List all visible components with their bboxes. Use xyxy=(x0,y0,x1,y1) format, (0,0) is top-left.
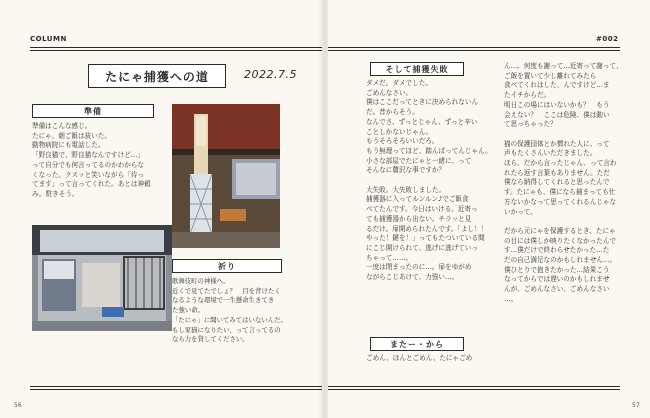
top-rule xyxy=(328,47,620,48)
right-page xyxy=(328,0,650,418)
capture-failed-text: ダメだ。ダメでした。 ごめんなさい。 僕はここだってときに決められないん だ。昔からそう。 なんでさ、ずっとじゃん、ずっと辛い ことしかないじゃん。 もうそろそろいいだろ。 もう無理ってほど、踏んばってんじゃん。 小さな部屋でたにゃと一緒に、って そんなに贅沢な事ですか？ 大失敗。大失敗しました。 捕獲器に入ってルンルン♪でご飯食 べてたんです。今日はいける。近寄っ ても捕獲器から出ない。チラッと見 るだけ。扉開められたんです。「よし！！ やった！鍵を！」ってもたついている間 にこじ開けられて、逃げに逃げていっ ちゃって……。 一度は閉まったのに…。扉をゆがめ ながらこじあけて、力強い…。 xyxy=(366,79,492,282)
heading-prep: 準備 xyxy=(32,104,154,118)
bottom-rule xyxy=(30,386,322,387)
shrine-photo xyxy=(172,104,280,248)
section-label: COLUMN xyxy=(30,35,67,43)
page-number-left: 56 xyxy=(14,402,22,409)
car-trunk-photo xyxy=(32,225,172,331)
article-date: 2022.7.5 xyxy=(244,68,297,81)
heading-after: またー・から xyxy=(370,337,464,351)
heading-prayer: 祈り xyxy=(172,259,282,273)
article-title: たにゃ捕獲への道 xyxy=(88,64,226,88)
top-rule-thin xyxy=(30,50,322,51)
bottom-rule-thin xyxy=(30,389,322,390)
bottom-rule-thin xyxy=(328,389,620,390)
page-number-right: 57 xyxy=(632,402,640,409)
left-page xyxy=(0,0,322,418)
prayer-text: 歌舞伎町の神様へ。 近くで見てたでしょ？ 目を背けたく なるような環境で一生懸命生きてき た強い命。 「たにゃ」に聞いてみてはいないんだ。 もし家猫になりたい、って言ってるの なら力を貸してください。 xyxy=(172,277,287,344)
top-rule-thin xyxy=(328,50,620,51)
issue-number: #002 xyxy=(596,35,619,43)
right-column-text: ん…。何度も謝って…近寄って謝って、 ご飯を置いて少し離れてみたら 食べてくれはした、んですけど…ま たイチからだ。 明日この場にはいないかも？ もう 会えない？ ここは危険、僕は動い て思っちゃった？ 猫の保護団体とか慣れた人に、って 声もたくさんいただきました。 ほら、だから言ったじゃん、って言わ れたら返す言葉もありません。ただ 僕なら納得してくれると思ったんで す。たにゃも、僕になら捕まっても仕 方ないかなって思ってくれるんじゃな いかって。 だから元にゃを保護するとき、たにゃ の目には僕しか映りたくなかったんで す…僕だけで終わらせたかった…た だの自己満足なのかもしれません…。 僕ひとりで抱きたかった…結果こう なってからでは遅いのかもしれませ んが、ごめんなさい、ごめんなさい …。 xyxy=(504,62,623,303)
prep-text: 準備はこんな感じ。 たにゃ、朝ご飯は抜いた。 動物病院にも電話した。 「野良猫で、野良猫なんですけど…」 って自分でも何言ってるのかわからな くなった。クスッと笑いながら「待っ てます」って言ってくれた。あとは神頼 み。駐きそう。 xyxy=(32,122,151,198)
bottom-rule xyxy=(328,386,620,387)
top-rule xyxy=(30,47,322,48)
after-text: ごめん、ほんとごめん、たにゃごめ xyxy=(366,354,473,362)
heading-capture-failed: そして捕獲失敗 xyxy=(370,62,464,76)
